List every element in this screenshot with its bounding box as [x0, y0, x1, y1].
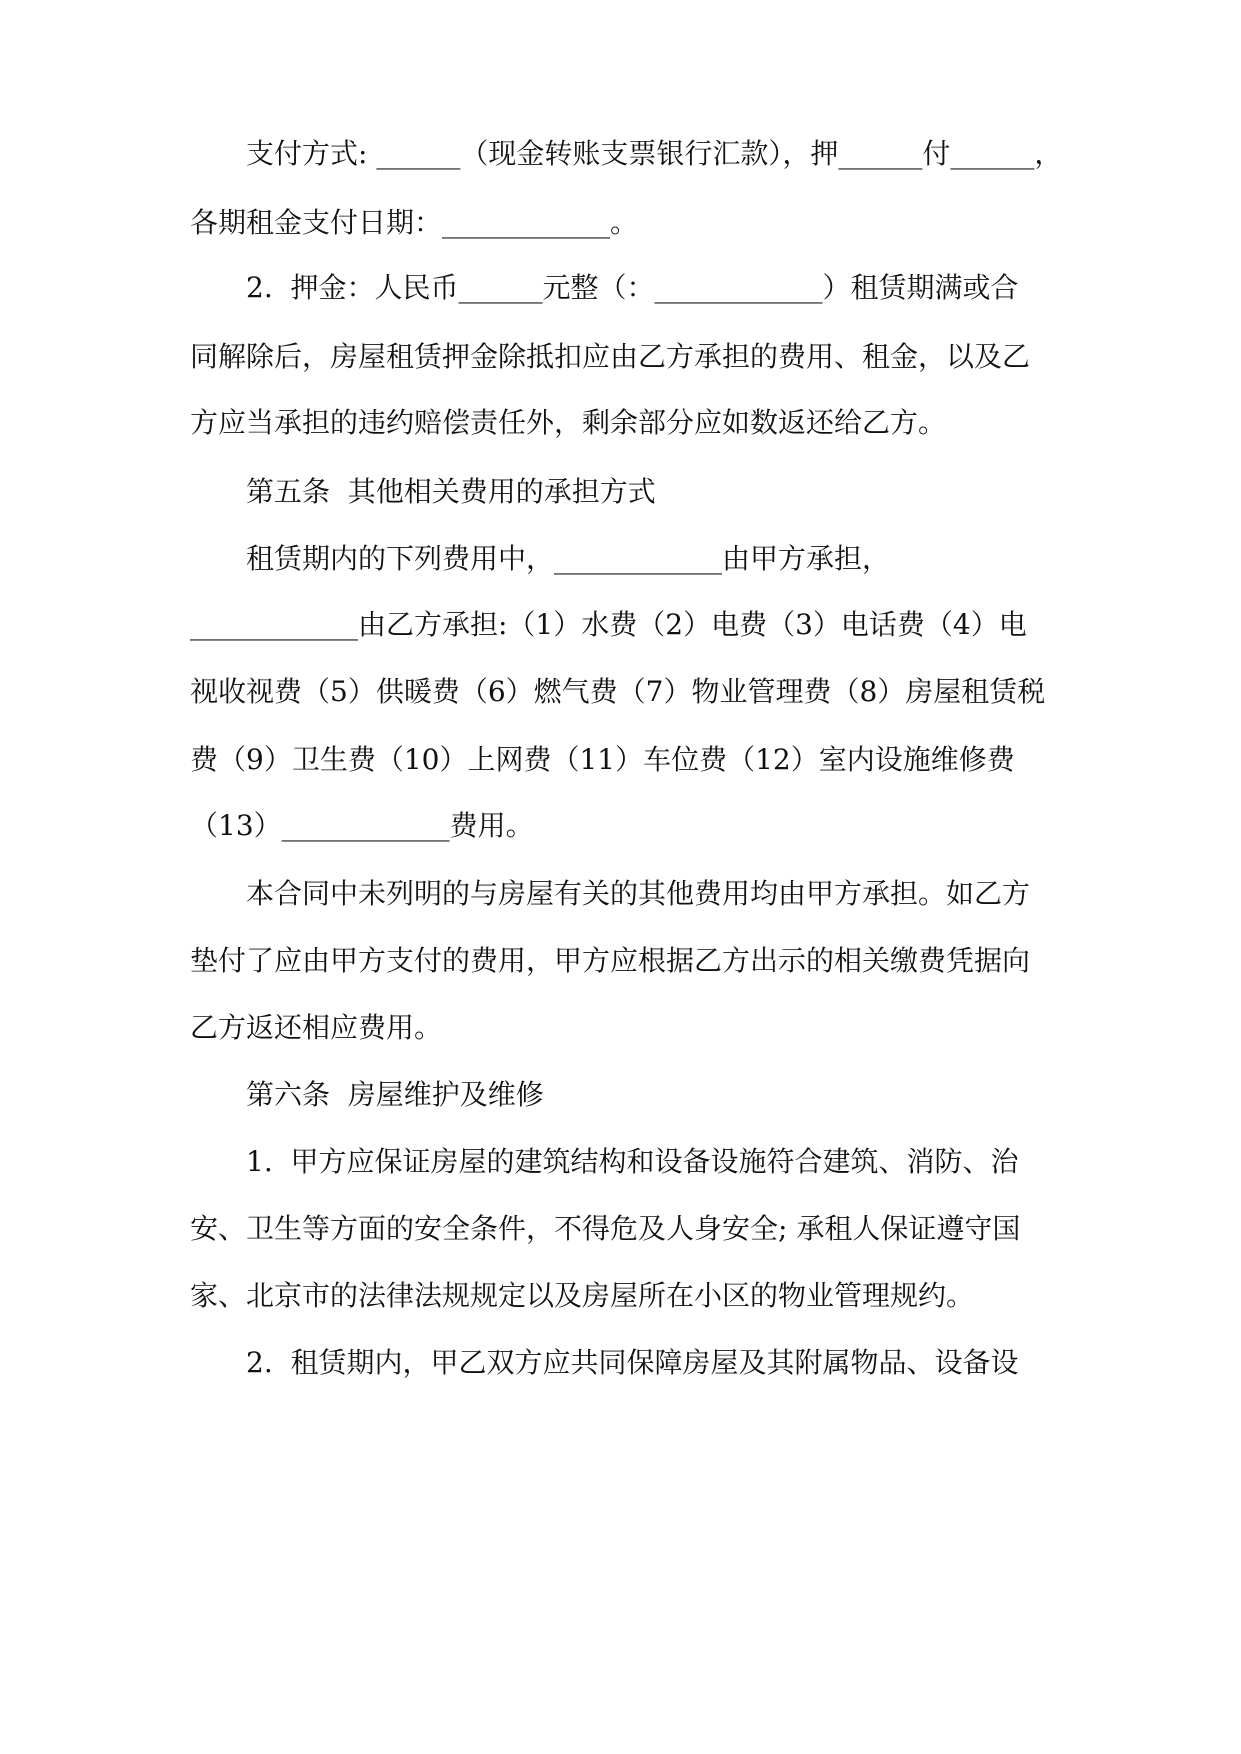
section-heading-article-6: 第六条 房屋维护及维修	[246, 1078, 544, 1111]
text-line-deposit-cont-2: 方应当承担的违约赔偿责任外，剩余部分应如数返还给乙方。	[190, 406, 947, 439]
text-line-maintenance-2: 2. 租赁期内，甲乙双方应共同保障房屋及其附属物品、设备设	[246, 1346, 1019, 1379]
text-line-fees-intro: 租赁期内的下列费用中，____________由甲方承担，	[246, 542, 891, 575]
text-line-maintenance-1: 1. 甲方应保证房屋的建筑结构和设备设施符合建筑、消防、治	[246, 1145, 1019, 1178]
text-line-payment-method: 支付方式: ______（现金转账支票银行汇款），押______付______，	[246, 137, 1063, 170]
text-line-fees-list-1: ____________由乙方承担:（1）水费（2）电费（3）电话费（4）电	[190, 608, 1027, 641]
text-line-payment-date: 各期租金支付日期：____________。	[190, 206, 639, 239]
text-line-fees-list-4: （13）____________费用。	[190, 809, 534, 842]
section-heading-article-5: 第五条 其他相关费用的承担方式	[246, 475, 656, 508]
text-line-maintenance-1-cont-2: 家、北京市的法律法规规定以及房屋所在小区的物业管理规约。	[190, 1279, 975, 1312]
text-line-other-fees: 本合同中未列明的与房屋有关的其他费用均由甲方承担。如乙方	[246, 877, 1031, 910]
text-line-maintenance-1-cont-1: 安、卫生等方面的安全条件，不得危及人身安全; 承租人保证遵守国	[190, 1212, 1021, 1245]
text-line-other-fees-cont-2: 乙方返还相应费用。	[190, 1011, 443, 1044]
text-line-fees-list-3: 费（9）卫生费（10）上网费（11）车位费（12）室内设施维修费	[190, 743, 1015, 776]
text-line-fees-list-2: 视收视费（5）供暖费（6）燃气费（7）物业管理费（8）房屋租赁税	[190, 675, 1046, 708]
text-line-deposit-cont-1: 同解除后，房屋租赁押金除抵扣应由乙方承担的费用、租金，以及乙	[190, 340, 1031, 373]
text-line-deposit: 2. 押金：人民币______元整（：____________）租赁期满或合	[246, 271, 1019, 304]
text-line-other-fees-cont-1: 垫付了应由甲方支付的费用，甲方应根据乙方出示的相关缴费凭据向	[190, 944, 1031, 977]
